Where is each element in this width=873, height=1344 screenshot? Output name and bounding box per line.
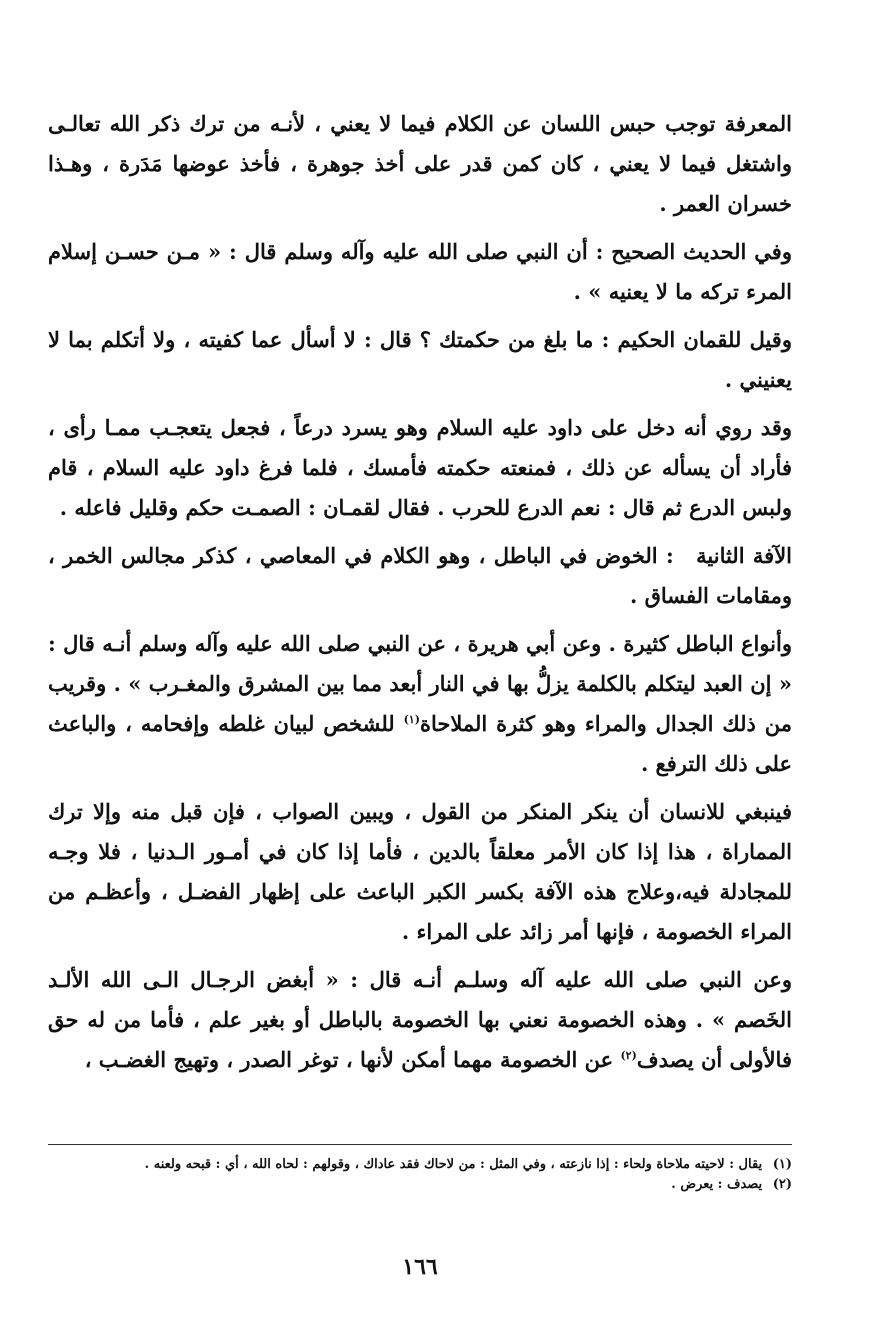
footnote-1-number: (١) xyxy=(772,1157,792,1172)
section-heading: الآفة الثانية xyxy=(696,543,793,568)
footnote-2-text: يصدف : يعرض . xyxy=(671,1177,763,1192)
footnote-ref-2[interactable]: (٢) xyxy=(620,1049,637,1062)
paragraph-3-text: وقيل للقمان الحكيم : ما بلغ من حكمتك ؟ قال : لا أسأل عما كفيته ، ولا أتكلم بما لا يعنيني . xyxy=(48,327,792,392)
paragraph-5-text: : الخوض في الباطل ، وهو الكلام في المعاصي ، كذكر مجالس الخمر ، ومقامات الفساق . xyxy=(48,543,792,608)
main-text xyxy=(48,104,792,1080)
paragraph-2-text: وفي الحديث الصحيح : أن النبي صلى الله عليه وآله وسلم قال : « مـن حسـن إسلام المرء تركه ما لا يعنيه » . xyxy=(48,239,792,304)
footnote-2-number: (٢) xyxy=(772,1177,792,1192)
paragraph-8-text-end: عن الخصومة مهما أمكن لأنها ، توغر الصدر ، وتهيج الغضـب ، xyxy=(84,1047,621,1072)
footnote-1 xyxy=(48,1155,792,1175)
paragraph-8-text-start: وعن النبي صلى الله عليه آله وسلـم أنـه قال : « أبغض الرجـال الـى الله الألـد الخَصم » . وهذه الخصومة نعني بها الخصومة بالباطل أو بغير علم ، فأما من له حق فالأولى أن يصدف xyxy=(48,967,792,1072)
paragraph-7 xyxy=(48,792,792,952)
paragraph-4 xyxy=(48,408,792,528)
paragraph-7-text: فينبغي للانسان أن ينكر المنكر من القول ، ويبين الصواب ، فإن قبل منه وإلا ترك المماراة ، هذا إذا كان الأمر معلقاً بالدين ، فأما إذا كان في أمـور الـدنيا ، فلا وجـه للمجادلة فيه،وعلاج هذه الآفة بكسر الكبر الباعث على إظهار الفضـل ، وأعظـم من المراء الخصومة ، فإنها أمر زائد على المراء . xyxy=(48,799,792,944)
paragraph-6 xyxy=(48,624,792,784)
paragraph-6-text-start: وأنواع الباطل كثيرة . وعن أبي هريرة ، عن النبي صلى الله عليه وآله وسلم أنـه قال : « إن العبد ليتكلم بالكلمة يزلُّ بها في النار أبعد مما بين المشرق والمغـرب » . وقريب من ذلك الجدال والمراء وهو كثرة الملاحاة xyxy=(48,631,792,736)
paragraph-5 xyxy=(48,536,792,616)
paragraph-3 xyxy=(48,320,792,400)
paragraph-6-text-end: للشخص لبيان غلطه وإفحامه ، والباعث على ذلك الترفع . xyxy=(48,711,792,776)
footnotes-section xyxy=(48,1144,792,1195)
paragraph-1-text: المعرفة توجب حبس اللسان عن الكلام فيما لا يعني ، لأنـه من ترك ذكر الله تعالـى واشتغل فيما لا يعني ، كان كمن قدر على أخذ جوهرة ، فأخذ عوضها مَدَرة ، وهـذا خسران العمر . xyxy=(48,111,792,216)
footnote-ref-1[interactable]: (١) xyxy=(403,713,420,726)
paragraph-4-text: وقد روي أنه دخل على داود عليه السلام وهو يسرد درعاً ، فجعل يتعجـب ممـا رأى ، فأراد أن يسأله عن ذلك ، فمنعته حكمته فأمسك ، فلما فرغ داود عليه السلام ، قام ولبس الدرع ثم قال : نعم الدرع للحرب . فقال لقمـان : الصمـت حكم وقليل فاعله . xyxy=(48,415,792,520)
page-number: ١٦٦ xyxy=(402,1254,438,1280)
footnote-1-text: يقال : لاحيته ملاحاة ولحاء : إذا نازعته ، وفي المثل : من لاحاك فقد عاداك ، وقولهم : لحاه الله ، أي : قبحه ولعنه . xyxy=(144,1157,763,1172)
paragraph-8 xyxy=(48,960,792,1080)
footnote-2 xyxy=(48,1175,792,1195)
book-page xyxy=(48,104,792,1324)
paragraph-2 xyxy=(48,232,792,312)
paragraph-1 xyxy=(48,104,792,224)
